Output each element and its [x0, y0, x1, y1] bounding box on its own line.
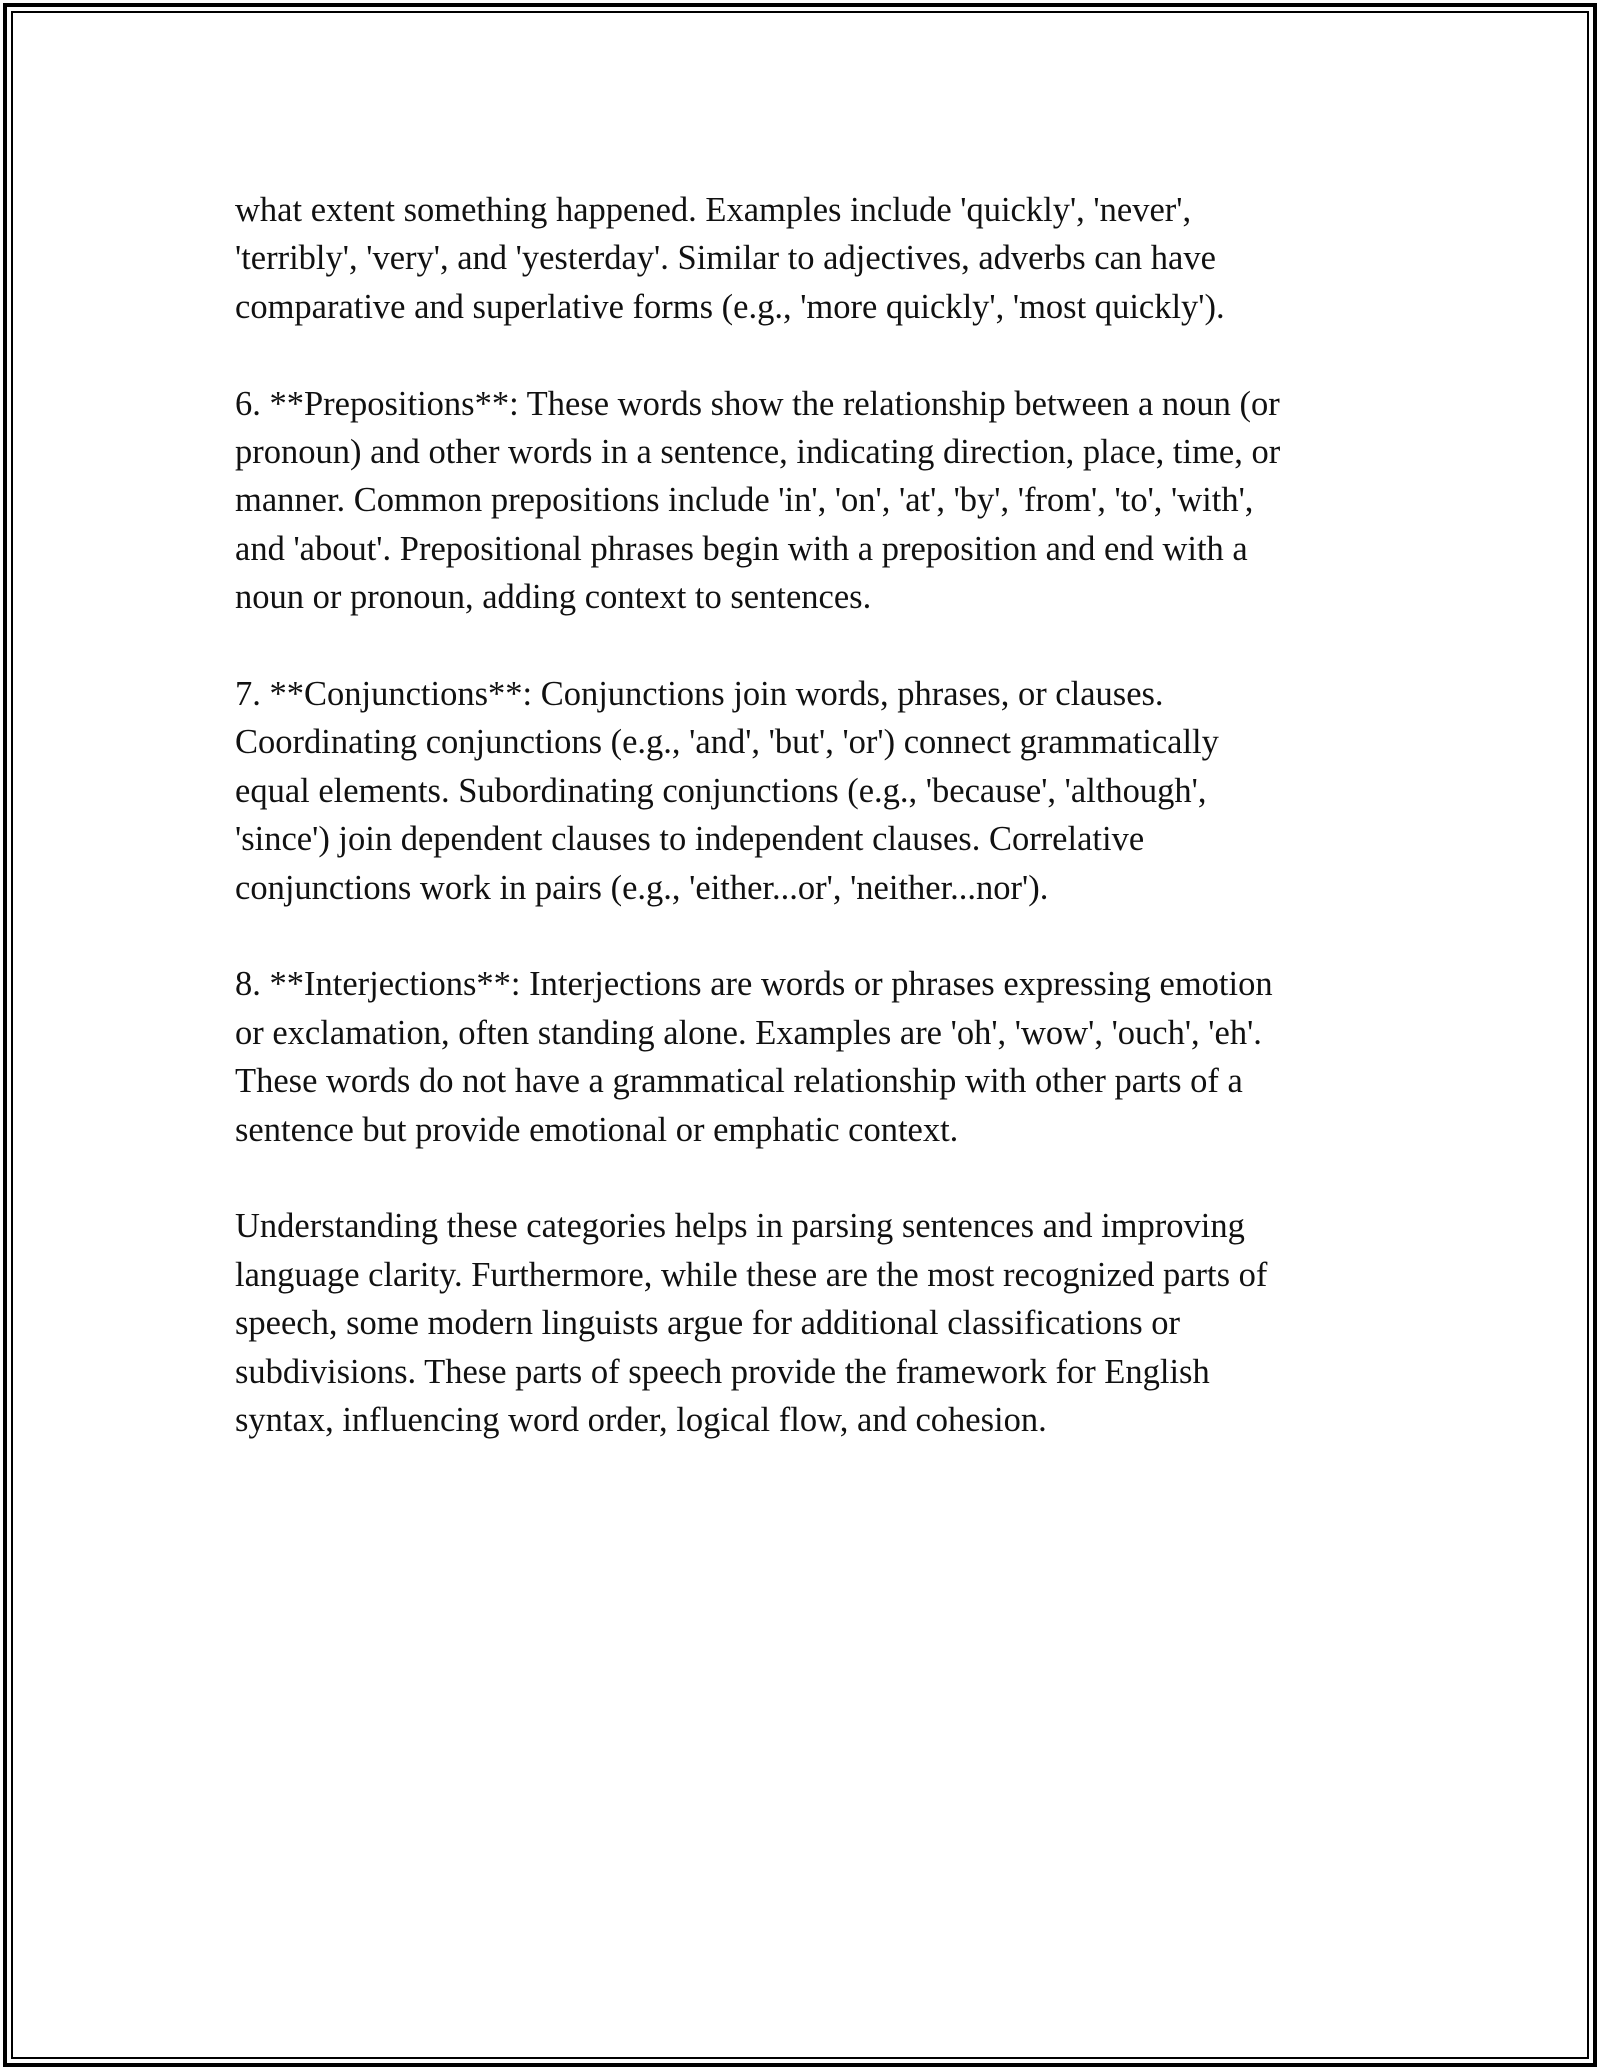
text-line: These words do not have a grammatical relationship with other parts of a	[235, 1062, 1243, 1101]
text-line: speech, some modern linguists argue for additional classifications or	[235, 1304, 1181, 1343]
text-line: Coordinating conjunctions (e.g., 'and', 'but', 'or') connect grammatically	[235, 723, 1219, 762]
paragraph-interjections	[235, 960, 1375, 1154]
paragraph-prepositions	[235, 380, 1375, 622]
paragraph-conclusion	[235, 1202, 1375, 1444]
text-line: Understanding these categories helps in parsing sentences and improving	[235, 1207, 1245, 1246]
text-line: what extent something happened. Examples include 'quickly', 'never',	[235, 191, 1192, 229]
paragraph-spacer	[235, 1154, 1375, 1202]
text-line: sentence but provide emotional or emphatic context.	[235, 1110, 959, 1149]
text-line: language clarity. Furthermore, while these are the most recognized parts of	[235, 1255, 1268, 1294]
text-line: syntax, influencing word order, logical flow, and cohesion.	[235, 1401, 1047, 1440]
text-line: 'since') join dependent clauses to independent clauses. Correlative	[235, 820, 1145, 859]
text-line: pronoun) and other words in a sentence, indicating direction, place, time, or	[235, 433, 1281, 472]
text-line: 8. **Interjections**: Interjections are words or phrases expressing emotion	[235, 965, 1273, 1004]
text-line: equal elements. Subordinating conjunctions (e.g., 'because', 'although',	[235, 771, 1207, 810]
text-line: subdivisions. These parts of speech provide the framework for English	[235, 1352, 1210, 1391]
text-line: comparative and superlative forms (e.g., 'more quickly', 'most quickly').	[235, 287, 1225, 326]
text-line: noun or pronoun, adding context to sentences.	[235, 578, 872, 617]
text-line: and 'about'. Prepositional phrases begin with a preposition and end with a	[235, 529, 1248, 568]
text-line: conjunctions work in pairs (e.g., 'either...or', 'neither...nor').	[235, 868, 1049, 907]
paragraph-adverbs-continuation	[235, 186, 1375, 331]
text-line: or exclamation, often standing alone. Examples are 'oh', 'wow', 'ouch', 'eh'.	[235, 1013, 1262, 1052]
document-body	[235, 186, 1375, 1445]
text-line: 7. **Conjunctions**: Conjunctions join words, phrases, or clauses.	[235, 675, 1164, 714]
text-line: 6. **Prepositions**: These words show the relationship between a noun (or	[235, 384, 1280, 423]
paragraph-spacer	[235, 912, 1375, 960]
paragraph-spacer	[235, 622, 1375, 670]
text-line: manner. Common prepositions include 'in', 'on', 'at', 'by', 'from', 'to', 'with',	[235, 481, 1254, 520]
paragraph-conjunctions	[235, 670, 1375, 912]
paragraph-spacer	[235, 331, 1375, 379]
text-line: 'terribly', 'very', and 'yesterday'. Similar to adjectives, adverbs can have	[235, 239, 1216, 278]
